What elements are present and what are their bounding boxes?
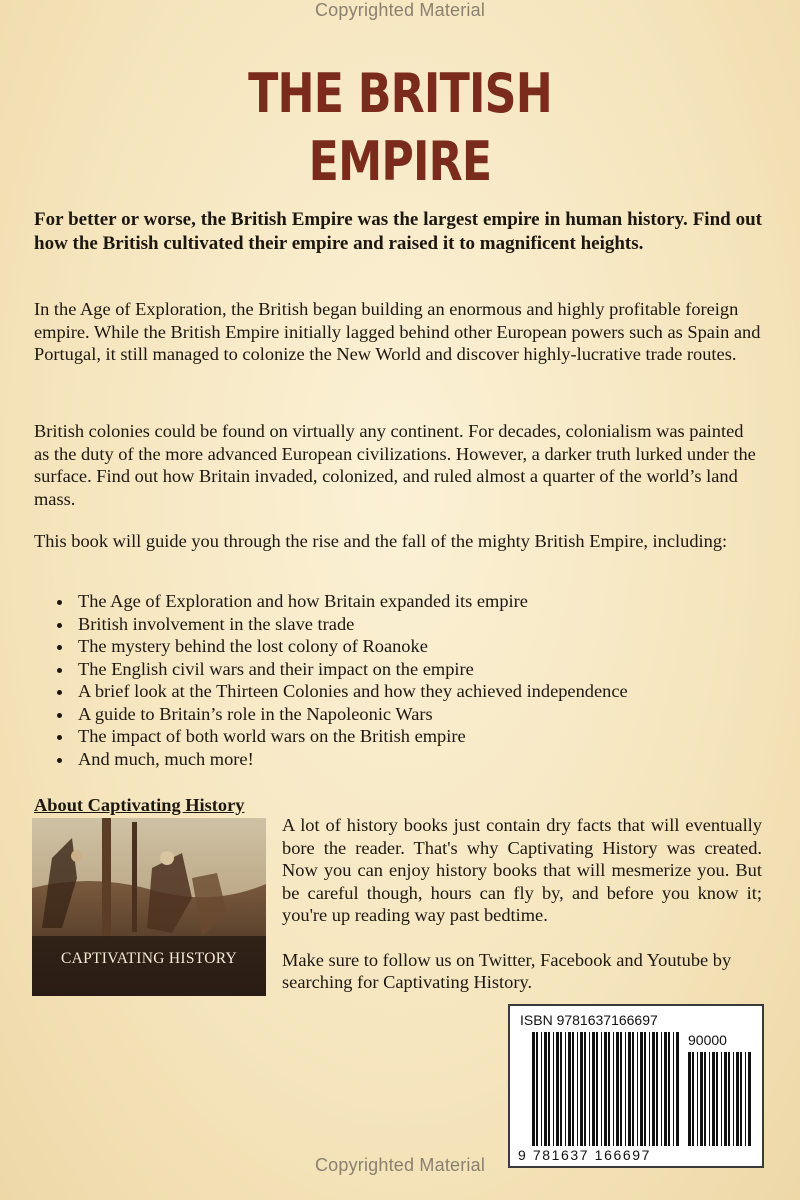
barcode-bar bbox=[628, 1032, 631, 1146]
feature-list bbox=[54, 590, 774, 770]
isbn-barcode bbox=[508, 1004, 764, 1168]
barcode-bar bbox=[688, 1052, 691, 1146]
copyright-watermark-bottom: Copyrighted Material bbox=[314, 1155, 486, 1175]
barcode-bar bbox=[673, 1032, 674, 1146]
price-addon-code: 90000 bbox=[688, 1032, 727, 1048]
barcode-bar bbox=[748, 1052, 751, 1146]
barcode-bar bbox=[724, 1052, 727, 1146]
feature-item: • British involvement in the slave trade bbox=[74, 613, 774, 636]
about-paragraph: A lot of history books just contain dry facts that will eventually bore the reader. That's why Captivating History was created. Now you can enjoy history books that will mesmerize you. But be careful though, hours can fly by, and before you know it; you're up reading way past bedtime. bbox=[282, 815, 762, 925]
barcode-bar bbox=[625, 1032, 626, 1146]
barcode-bar bbox=[616, 1032, 619, 1146]
publisher-logo-image bbox=[32, 818, 266, 996]
barcode-bar bbox=[640, 1032, 643, 1146]
publisher-logo-text: CAPTIVATING HISTORY bbox=[60, 950, 238, 967]
barcode-bar bbox=[541, 1032, 542, 1146]
copyright-watermark-top: Copyrighted Material bbox=[314, 0, 486, 20]
barcode-bar bbox=[572, 1032, 574, 1146]
feature-item: • The English civil wars and their impact on the empire bbox=[74, 658, 774, 681]
barcode-bar bbox=[697, 1052, 698, 1146]
barcode-bar bbox=[620, 1032, 622, 1146]
barcode-bar bbox=[704, 1052, 706, 1146]
barcode-bar bbox=[613, 1032, 614, 1146]
barcode-bar bbox=[656, 1032, 658, 1146]
feature-item: • And much, much more! bbox=[74, 748, 774, 771]
barcode-bars bbox=[510, 1006, 762, 1166]
barcode-bar bbox=[553, 1032, 554, 1146]
barcode-bar bbox=[532, 1032, 535, 1146]
barcode-bar bbox=[565, 1032, 566, 1146]
book-title-line1: THE BRITISH bbox=[248, 62, 552, 125]
about-description bbox=[282, 814, 762, 994]
barcode-bar bbox=[556, 1032, 559, 1146]
feature-item: • A guide to Britain’s role in the Napoleonic Wars bbox=[74, 703, 774, 726]
barcode-bar bbox=[712, 1052, 715, 1146]
feature-item: • The impact of both world wars on the British empire bbox=[74, 725, 774, 748]
barcode-bar bbox=[632, 1032, 634, 1146]
barcode-bar bbox=[740, 1052, 742, 1146]
barcode-bar bbox=[709, 1052, 710, 1146]
barcode-bar bbox=[728, 1052, 730, 1146]
barcode-bar bbox=[745, 1052, 746, 1146]
barcode-bar bbox=[604, 1032, 607, 1146]
barcode-bar bbox=[652, 1032, 655, 1146]
intro-paragraph: For better or worse, the British Empire was the largest empire in human history. Find out how the British cultivated their empire and raised it to magnificent heights. bbox=[34, 209, 762, 254]
barcode-bar bbox=[721, 1052, 722, 1146]
barcode-bar bbox=[637, 1032, 638, 1146]
barcode-bar bbox=[548, 1032, 550, 1146]
barcode-bar bbox=[692, 1052, 694, 1146]
body-paragraph-3: This book will guide you through the rise and the fall of the mighty British Empire, including: bbox=[34, 531, 728, 551]
barcode-bar bbox=[716, 1052, 718, 1146]
barcode-bar bbox=[584, 1032, 586, 1146]
barcode-bar bbox=[608, 1032, 610, 1146]
book-title-line2: EMPIRE bbox=[308, 130, 492, 193]
barcode-bar bbox=[644, 1032, 646, 1146]
feature-item: • The mystery behind the lost colony of Roanoke bbox=[74, 635, 774, 658]
barcode-bar bbox=[596, 1032, 598, 1146]
barcode-bar bbox=[580, 1032, 583, 1146]
barcode-bar bbox=[560, 1032, 562, 1146]
barcode-digits: 9 781637 166697 bbox=[518, 1147, 651, 1163]
barcode-bar bbox=[664, 1032, 667, 1146]
barcode-bar bbox=[589, 1032, 590, 1146]
barcode-bar bbox=[577, 1032, 578, 1146]
barcode-bar bbox=[700, 1052, 703, 1146]
body-paragraph-2: British colonies could be found on virtually any continent. For decades, colonialism was painted as the duty of the more advanced European civilizations. However, a darker truth lurked under the surface. Find out how Britain invaded, colonized, and ruled almost a quarter of the world’s land mass. bbox=[34, 421, 756, 509]
barcode-bar bbox=[736, 1052, 739, 1146]
barcode-bar bbox=[544, 1032, 547, 1146]
barcode-bar bbox=[649, 1032, 650, 1146]
barcode-bar bbox=[536, 1032, 538, 1146]
barcode-bar bbox=[568, 1032, 571, 1146]
feature-item: • The Age of Exploration and how Britain expanded its empire bbox=[74, 590, 774, 613]
barcode-bar bbox=[601, 1032, 602, 1146]
battle-scene-illustration bbox=[32, 818, 266, 996]
barcode-bar bbox=[668, 1032, 670, 1146]
barcode-bar bbox=[592, 1032, 595, 1146]
barcode-bar bbox=[661, 1032, 662, 1146]
follow-paragraph: Make sure to follow us on Twitter, Facebook and Youtube by searching for Captivating History. bbox=[282, 949, 732, 992]
barcode-bar bbox=[676, 1032, 679, 1146]
about-heading: About Captivating History bbox=[34, 795, 245, 815]
body-paragraph-1: In the Age of Exploration, the British began building an enormous and highly profitable foreign empire. While the British Empire initially lagged behind other European powers such as Spain and Portugal, it still managed to colonize the New World and discover highly-lucrative trade routes. bbox=[34, 299, 761, 364]
barcode-bar bbox=[733, 1052, 734, 1146]
isbn-label: ISBN 9781637166697 bbox=[520, 1012, 658, 1028]
feature-item: • A brief look at the Thirteen Colonies and how they achieved independence bbox=[74, 680, 774, 703]
